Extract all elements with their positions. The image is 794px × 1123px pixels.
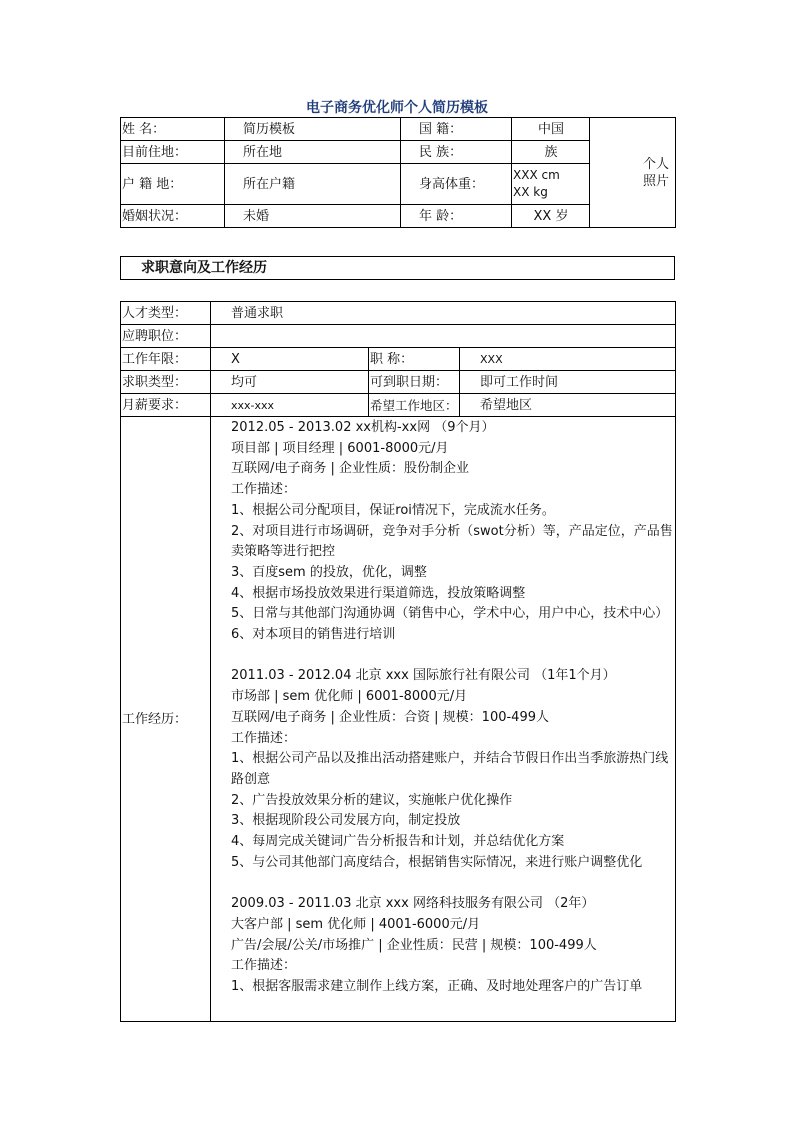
experience-label: 工作经历： [121,417,211,1022]
marital-label: 婚姻状况： [121,205,225,228]
talent-type-label: 人才类型： [121,302,211,325]
job2-desc-3: 3、根据现阶段公司发展方向，制定投放 [231,813,461,829]
height-weight-label: 身高体重： [401,164,512,205]
job3-dept: 大客户部 | sem 优化师 | 4001-6000元/月 [231,916,481,932]
hukou-value: 所在户籍 [225,164,401,205]
job1-desc-5: 5、日常与其他部门沟通协调（销售中心，学术中心，用户中心，技术中心） [231,606,669,622]
hukou-label: 户 籍 地： [121,164,225,205]
name-value: 简历模板 [225,118,401,141]
job-title-value: XXX [460,348,676,371]
years-value: X [211,348,369,371]
job1-desc-1: 1、根据公司分配项目，保证roi情况下，完成流水任务。 [231,502,555,518]
job-type-label: 求职类型： [121,371,211,394]
job-type-value: 均可 [211,371,369,394]
job2-header: 2011.03 - 2012.04 北京 xxx 国际旅行社有限公司 （1年1个月） [231,668,616,684]
job1-desc-6: 6、对本项目的销售进行培训 [231,627,396,643]
basic-info-table [120,117,676,228]
job2-desc-1: 1、根据公司产品以及推出活动搭建账户，并结合节假日作出当季旅游热门线路创意 [231,751,669,787]
page-title: 电子商务优化师个人简历模板 [306,100,488,116]
job1-desc-label: 工作描述： [231,482,297,498]
age-label: 年 龄： [401,205,512,228]
job2-desc-label: 工作描述： [231,730,297,746]
ethnicity-value: 族 [512,141,590,164]
job2-dept: 市场部 | sem 优化师 | 6001-8000元/月 [231,689,468,705]
salary-value: xxx-xxx [211,394,369,417]
ethnicity-label: 民 族： [401,141,512,164]
years-label: 工作年限： [121,348,211,371]
age-value: XX 岁 [512,205,590,228]
job2-desc-2: 2、广告投放效果分析的建议，实施帐户优化操作 [231,792,513,808]
section-title-text: 求职意向及工作经历 [141,260,267,276]
job1-desc-3: 3、百度sem 的投放，优化，调整 [231,564,427,580]
residence-value: 所在地 [225,141,401,164]
available-date-label: 可到职日期： [369,371,460,394]
job3-industry: 广告/会展/公关/市场推广 | 企业性质：民营 | 规模：100-499人 [231,937,597,953]
nationality-label: 国 籍： [401,118,512,141]
name-label: 姓 名： [121,118,225,141]
job3-desc-1: 1、根据客服需求建立制作上线方案，正确、及时地处理客户的广告订单 [231,978,643,994]
section-title [120,256,675,280]
residence-label: 目前住地： [121,141,225,164]
location-label: 希望工作地区： [369,394,460,417]
job1-header: 2012.05 - 2013.02 xx机构-xx网 （9个月） [231,420,495,435]
job2-desc-4: 4、每周完成关键词广告分析报告和计划，并总结优化方案 [231,834,565,850]
spacer [231,873,675,894]
photo-label-line1: 个人 [642,156,669,172]
height-value: XXX cm [513,168,560,182]
job1-desc-2: 2、对项目进行市场调研，竞争对手分析（swot分析）等，产品定位，产品售卖策略等进行把控 [231,523,673,560]
job3-header: 2009.03 - 2011.03 北京 xxx 网络科技服务有限公司 （2年） [231,896,595,912]
talent-type-value: 普通求职 [211,302,676,325]
job-title-label: 职 称： [369,348,460,371]
weight-value: XX kg [513,185,548,199]
job2-industry: 互联网/电子商务 | 企业性质：合资 | 规模：100-499人 [231,709,549,725]
photo-label-line2: 照片 [642,173,669,189]
height-weight-value [512,164,590,205]
marital-value: 未婚 [225,205,401,228]
experience-content [211,417,676,1022]
intent-table [120,301,676,1022]
job1-desc-4: 4、根据市场投放效果进行渠道筛选，投放策略调整 [231,585,526,601]
job1-industry: 互联网/电子商务 | 企业性质：股份制企业 [231,461,470,477]
photo-box [590,118,676,228]
position-label: 应聘职位： [121,325,211,348]
job2-desc-5: 5、与公司其他部门高度结合，根据销售实际情况，来进行账户调整优化 [231,854,643,870]
salary-label: 月薪要求： [121,394,211,417]
job3-desc-label: 工作描述： [231,958,297,974]
location-value: 希望地区 [460,394,676,417]
available-date-value: 即可工作时间 [460,371,676,394]
spacer [231,646,675,667]
position-value [211,325,676,348]
nationality-value: 中国 [512,118,590,141]
job1-dept: 项目部 | 项目经理 | 6001-8000元/月 [231,440,449,456]
